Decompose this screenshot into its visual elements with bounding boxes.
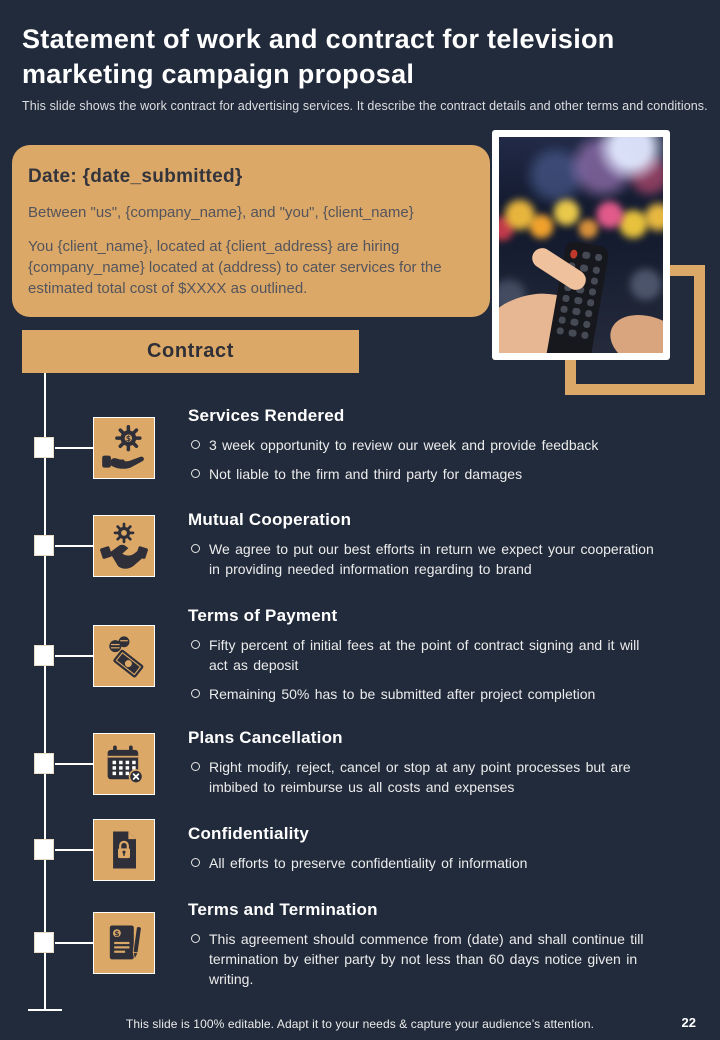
svg-text:$: $ <box>125 434 132 444</box>
section-bullets <box>188 435 662 484</box>
timeline-connector <box>55 849 94 851</box>
section-title: Terms and Termination <box>188 900 378 919</box>
page-number: 22 <box>681 1015 696 1030</box>
bullet-item <box>188 635 662 675</box>
timeline-line <box>44 373 46 1010</box>
timeline-connector <box>55 447 94 449</box>
bullet-text: We agree to put our best efforts in return we expect your cooperation in providing needed information regarding to brand <box>209 541 654 577</box>
bullet-text: This agreement should commence from (date) and shall continue till termination by either party by not less than 60 days notice given in writing. <box>209 931 644 987</box>
tv-remote-photo-inner <box>499 137 663 353</box>
hand-gear-dollar-icon <box>93 417 155 479</box>
section-bullets <box>188 757 662 797</box>
bullet-marker <box>191 934 200 943</box>
date-heading: Date: {date_submitted} <box>28 166 243 187</box>
date-terms-line: You {client_name}, located at {client_address} are hiring {company_name} located at (address) to cater services for the estimated total cost of $XXXX as outlined. <box>28 238 442 297</box>
timeline-node <box>34 535 54 556</box>
section-bullets <box>188 635 662 704</box>
timeline-node <box>34 645 54 666</box>
bullet-item <box>188 684 662 704</box>
section-bullets <box>188 929 662 989</box>
bullet-text: Remaining 50% has to be submitted after project completion <box>209 686 596 702</box>
contract-date-box <box>12 145 490 317</box>
timeline-end-cap <box>28 1009 62 1011</box>
bullet-text: Right modify, reject, cancel or stop at any point processes but are imbibed to reimburse us all costs and expenses <box>209 759 631 795</box>
timeline-node <box>34 932 54 953</box>
bullet-marker <box>191 469 200 478</box>
bullet-item <box>188 853 662 873</box>
timeline-connector <box>55 545 94 547</box>
bullet-marker <box>191 544 200 553</box>
svg-text:$: $ <box>114 928 120 938</box>
bullet-text: Not liable to the firm and third party for damages <box>209 466 523 482</box>
section-title: Services Rendered <box>188 406 345 425</box>
bullet-item <box>188 464 662 484</box>
timeline-node <box>34 437 54 458</box>
section-title: Plans Cancellation <box>188 728 343 747</box>
invoice-pen-icon <box>93 912 155 974</box>
bullet-item <box>188 435 662 455</box>
section-bullets <box>188 539 662 579</box>
timeline-node <box>34 753 54 774</box>
bullet-text: All efforts to preserve confidentiality of information <box>209 855 528 871</box>
section-title: Mutual Cooperation <box>188 510 352 529</box>
bullet-text: 3 week opportunity to review our week and provide feedback <box>209 437 599 453</box>
timeline-connector <box>55 763 94 765</box>
timeline-connector <box>55 942 94 944</box>
bullet-marker <box>191 640 200 649</box>
bullet-marker <box>191 440 200 449</box>
money-coins-icon <box>93 625 155 687</box>
section-title: Confidentiality <box>188 824 310 843</box>
bullet-text: Fifty percent of initial fees at the point of contract signing and it will act as deposit <box>209 637 640 673</box>
timeline-connector <box>55 655 94 657</box>
bullet-marker <box>191 858 200 867</box>
section-title: Terms of Payment <box>188 606 338 625</box>
bullet-item <box>188 929 662 989</box>
date-parties-line: Between "us", {company_name}, and "you", {client_name} <box>28 204 414 221</box>
contract-header-label: Contract <box>146 340 235 362</box>
section-bullets <box>188 853 662 873</box>
bullet-item <box>188 757 662 797</box>
calendar-cancel-icon <box>93 733 155 795</box>
bullet-marker <box>191 762 200 771</box>
timeline-node <box>34 839 54 860</box>
bullet-item <box>188 539 662 579</box>
tv-remote-photo <box>492 130 670 360</box>
contract-header-bar <box>22 330 359 373</box>
document-lock-icon <box>93 819 155 881</box>
footer-note: This slide is 100% editable. Adapt it to your needs & capture your audience’s attention. <box>125 1017 595 1031</box>
handshake-gear-icon <box>93 515 155 577</box>
slide-subtitle: This slide shows the work contract for advertising services. It describe the contract details and other terms and conditions. <box>22 99 708 113</box>
page-title: Statement of work and contract for television marketing campaign proposal <box>22 24 615 89</box>
bullet-marker <box>191 689 200 698</box>
